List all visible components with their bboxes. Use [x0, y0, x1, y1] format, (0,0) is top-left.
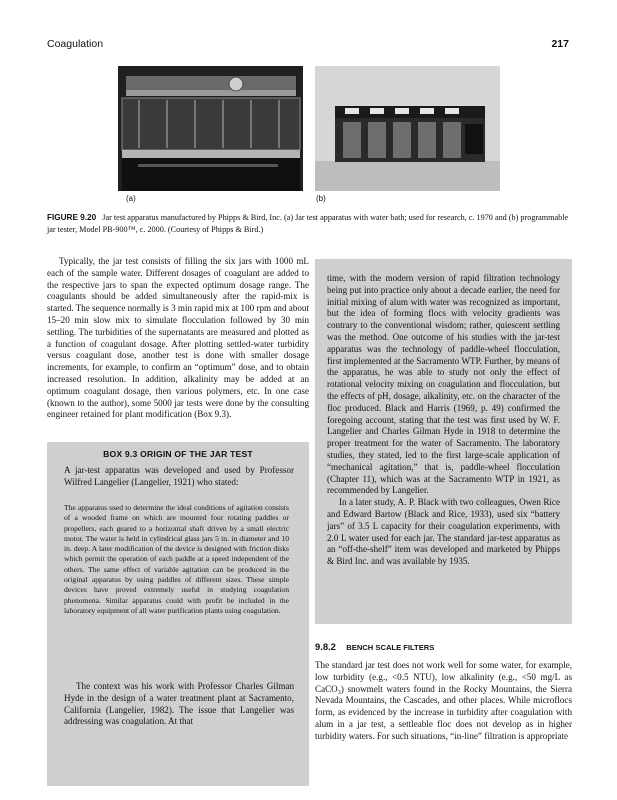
box-intro-text: A jar-test apparatus was developed and used by Professor Wilfred Langelier (Langelier, 1921) who stated:: [64, 465, 294, 487]
box-quote: [64, 503, 289, 616]
box-context-text: The context was his work with Professor Charles Gilman Hyde in the design of a water treatment plant at Sacramento, California (Langelier, 1982). The issue that Langelier was addressing was coagulation. At that: [64, 681, 294, 727]
figure-caption-label: FIGURE 9.20: [47, 213, 97, 222]
section-title: BENCH SCALE FILTERS: [346, 643, 435, 652]
section-heading: [315, 641, 434, 652]
box-context: [64, 681, 294, 728]
box-intro: [64, 465, 294, 489]
section-body: [315, 660, 572, 743]
running-header-title: Coagulation: [47, 38, 104, 50]
box-quote-text: The apparatus used to determine the ideal conditions of agitation consists of a wooded frame on which are mounted four rotating paddles or propellers, each geared to a horizontal shaft driven by a small electric motor. The water is held in cylindrical glass jars 5 in. in diameter and 10 in. deep. A later modification of the device is designed with friction disks which permit the operation of each paddle at a speed independent of the others. The same effect of variable agitation can be produced in the original apparatus by using paddles of different sizes. These simple devices have proved extremely useful in studying coagulation phenomena. Similar apparatus could with profit be included in the laboratory equipment of all water purification plants using coagulation.: [64, 503, 289, 615]
figure-photo-a: [118, 66, 303, 191]
figure-caption: [47, 212, 572, 235]
figure-label-b: (b): [316, 194, 326, 203]
box-right-paragraph-2: In a later study, A. P. Black with two colleagues, Owen Rice and Edward Bartow (Black and Rice, 1933), used six “battery jars” of 3.5 L capacity for their coagulation experiments, with 2.0 L water used for each jar. The standard jar-test apparatus as an “off-the-shelf” item was developed and marketed by Phipps & Bird Inc. and was available by 1935.: [327, 497, 560, 567]
section-number: 9.8.2: [315, 641, 336, 652]
figure-photo-b: [315, 66, 500, 191]
figure-caption-text: Jar test apparatus manufactured by Phipps & Bird, Inc. (a) Jar test apparatus with water bath; used for research, c. 1970 and (b) programmable jar tester, Model PB-900™, c. 2000. (Courtesy of Phipps & Bird.): [47, 213, 569, 234]
paragraph-text: Typically, the jar test consists of filling the six jars with 1000 mL each of the sample water. Different dosages of coagulant are added to the respective jars to span the expected optimum dosage range. The coagulants should be added simultaneously after the rapid-mix is started. The sequence normally is 3 min rapid mix at 100 rpm and about 15–20 min slow mix to simulate flocculation followed by 30 min settling. The turbidities of the supernatants are measured and plotted as a function of coagulant dosage. After plotting settled-water turbidity versus coagulant dose, another test is done with smaller dosage increments, for example, to confirm an “optimum” dose, and to obtain increased resolution. In addition, alkalinity may be added at an optimum coagulant dosage, then various polymers, etc. In one case (known to the author), some 5000 jar tests were done by the consulting engineer retained for plant modification (Box 9.3).: [47, 256, 309, 420]
box-continuation: [327, 273, 560, 568]
figure-label-a: (a): [126, 194, 136, 203]
page-number: 217: [551, 38, 569, 50]
section-text: The standard jar test does not work well for some water, for example, low turbidity (e.g., <0.5 NTU), low alkalinity (e.g., <50 mg/L as CaCO₃) snowmelt waters found in the Rocky Mountains, the Sierra Nevada Mountains, the Cascades, and other places. While microflocs form, as evidenced by the increase in turbidity after coagulation with alum in a jar test, a settleable floc does not develop as in higher turbidity waters. For such situations, “in-line” filtration is appropriate: [315, 660, 572, 741]
box-title: BOX 9.3 ORIGIN OF THE JAR TEST: [103, 449, 253, 459]
box-right-paragraph-1: time, with the modern version of rapid filtration technology being put into practice only about a decade earlier, the need for initial mixing of alum with water was recognized as important, but the idea of forming flocs with velocity gradients was contrary to the conventional wisdom; rather, quiescent settling was the method. One outcome of his studies with the jar-test apparatus was the technology of paddle-wheel flocculation, first implemented at the Sacramento WTP. Further, by means of the apparatus, he was able to study not only the effect of rotational velocity mixing on coagulation and flocculation, but the effects of pH, dosage, alkalinity, etc. on the character of the floc produced. Black and Harris (1969, p. 49) confirmed the foregoing account, stating that the test was first used by W. F. Langelier and Charles Gilman Hyde in 1918 to determine the proper treatment for the water of Sacramento. The laboratory studies, they stated, led to the first large-scale application of “mechanical agitation,” that is, paddle-wheel flocculation (Chapter 11), which was at the Sacramento WTP in 1921, as recommended by Langelier.: [327, 273, 560, 496]
body-paragraph-jar-test: [47, 256, 309, 421]
